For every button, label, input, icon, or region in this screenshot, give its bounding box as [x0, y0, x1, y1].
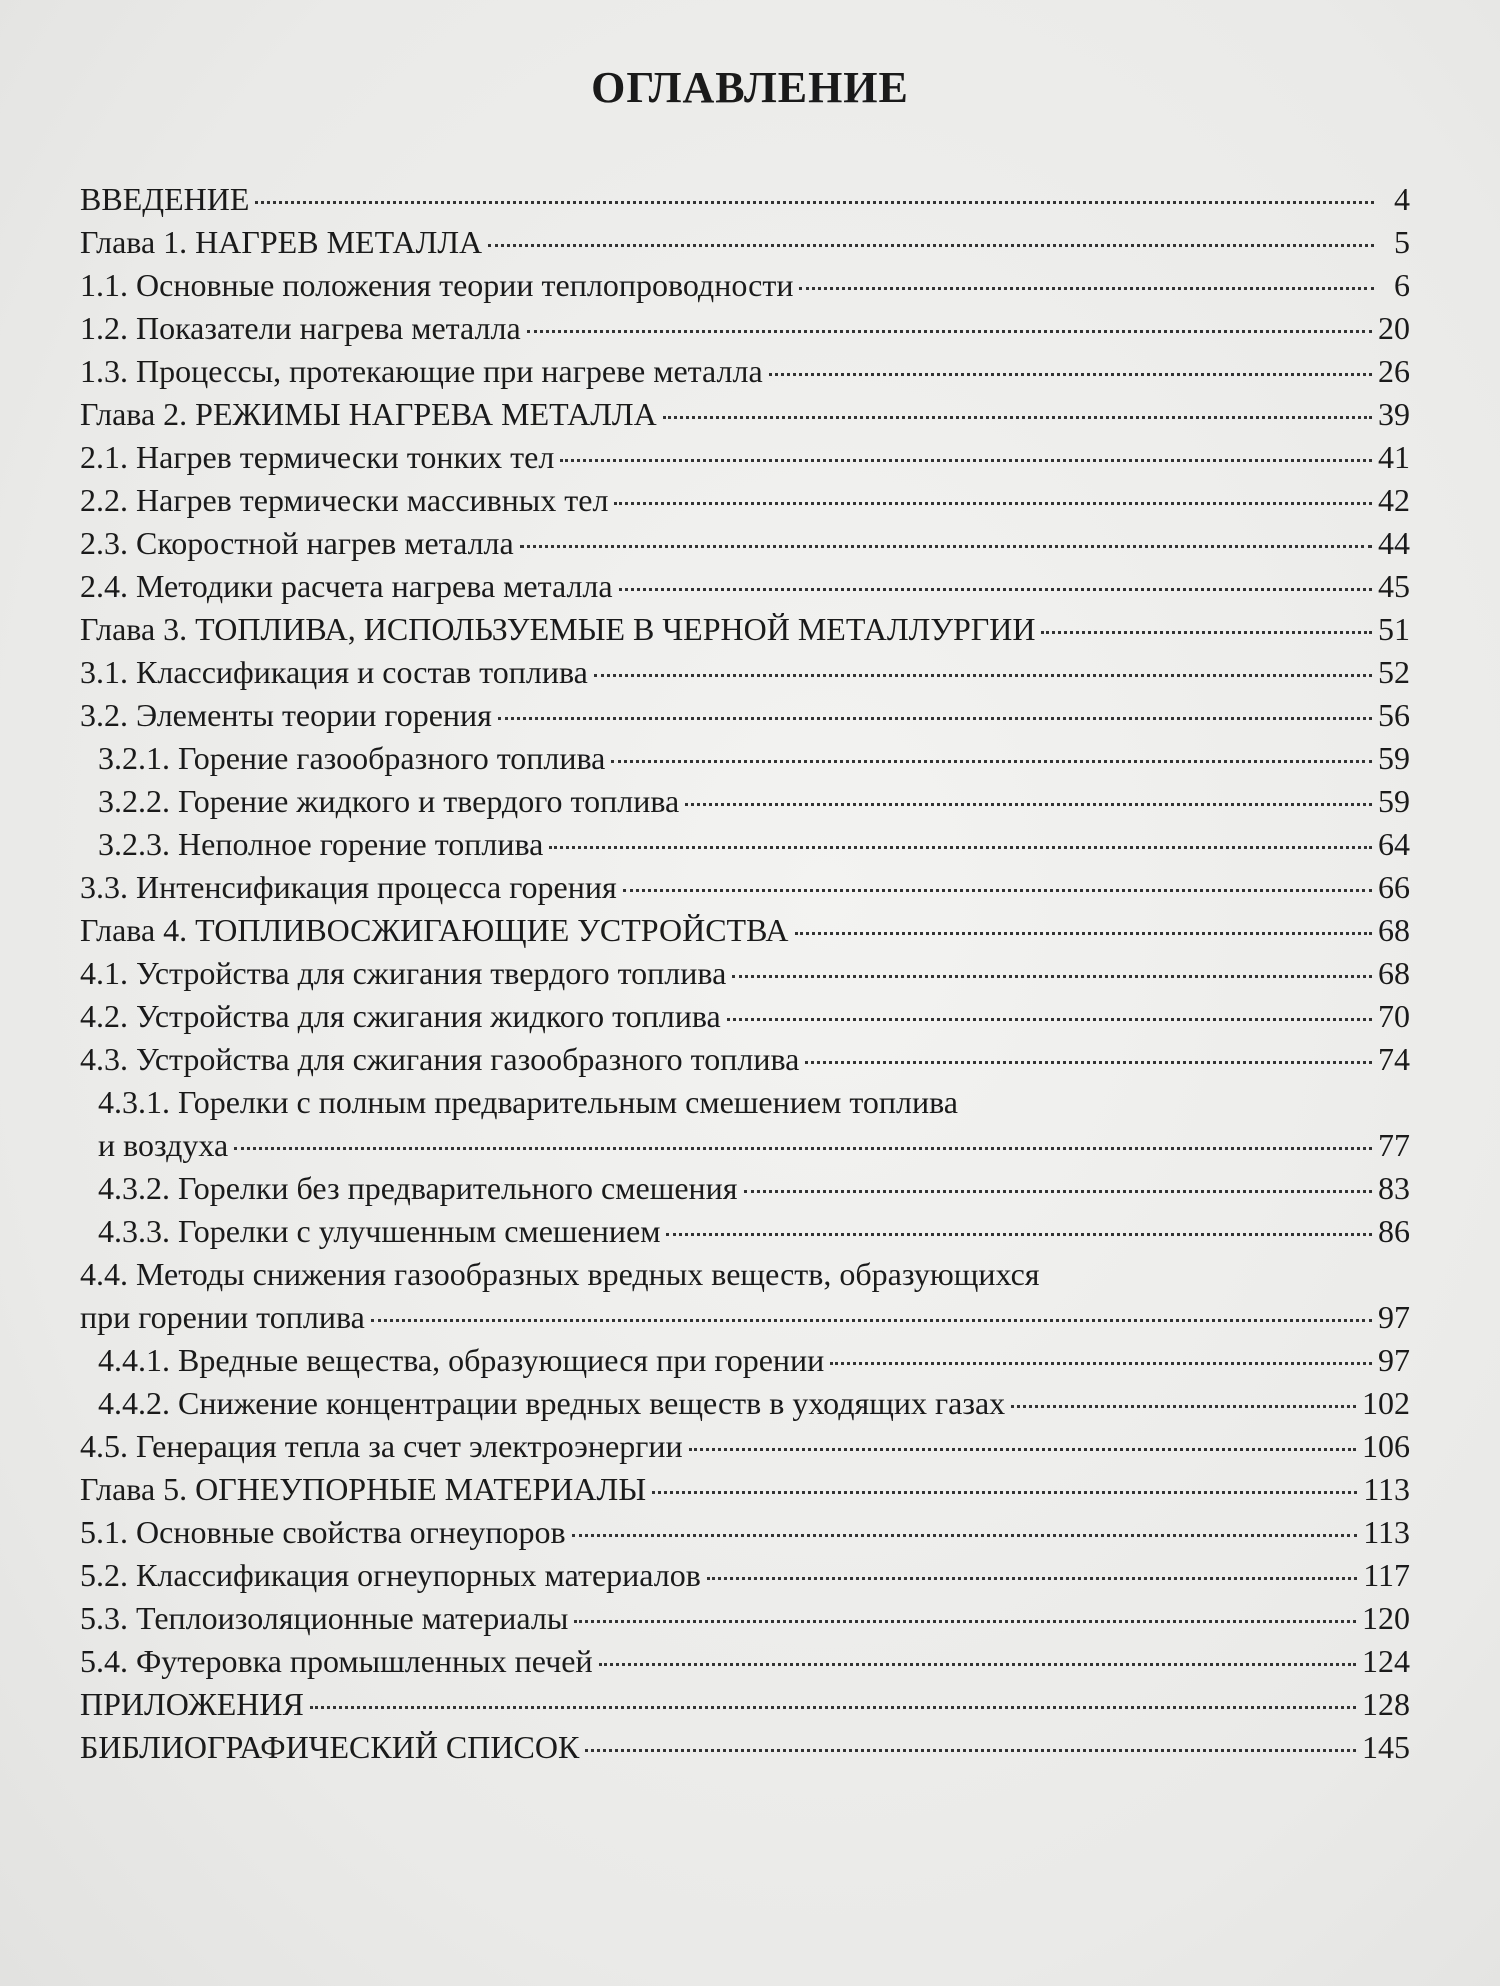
toc-page-number: 145	[1362, 1729, 1410, 1765]
dot-leader	[666, 1233, 1372, 1236]
dot-leader	[371, 1319, 1372, 1322]
toc-entry	[80, 823, 1410, 866]
dot-leader	[623, 889, 1372, 892]
toc-entry-text: Глава 3. ТОПЛИВА, ИСПОЛЬЗУЕМЫЕ В ЧЕРНОЙ МЕТАЛЛУРГИИ	[80, 611, 1036, 647]
toc-entry-text: 2.4. Методики расчета нагрева металла	[80, 568, 613, 604]
toc-entry	[80, 1726, 1410, 1769]
page-title: ОГЛАВЛЕНИЕ	[591, 63, 909, 112]
toc-entry-text: Глава 2. РЕЖИМЫ НАГРЕВА МЕТАЛЛА	[80, 396, 657, 432]
toc-entry-text: 4.3.3. Горелки с улучшенным смешением	[98, 1213, 661, 1249]
toc-entry-text: 4.3.1. Горелки с полным предварительным смешением топлива	[98, 1084, 958, 1120]
toc-page-number: 52	[1378, 654, 1410, 690]
toc-entry-text: 3.2.1. Горение газообразного топлива	[98, 740, 606, 776]
dot-leader	[769, 373, 1372, 376]
toc-entry	[80, 952, 1410, 995]
toc-page-number: 41	[1378, 439, 1410, 475]
toc-entry	[80, 651, 1410, 694]
dot-leader	[599, 1663, 1356, 1666]
toc-entry	[80, 909, 1410, 952]
dot-leader	[594, 674, 1372, 677]
toc-entry-text: Глава 1. НАГРЕВ МЕТАЛЛА	[80, 224, 483, 260]
toc-page-number: 66	[1378, 869, 1410, 905]
toc-page-number: 97	[1378, 1299, 1410, 1335]
dot-leader	[527, 330, 1372, 333]
dot-leader	[795, 932, 1372, 935]
toc-entry	[80, 1597, 1410, 1640]
toc-page-number: 68	[1378, 955, 1410, 991]
toc-entry	[80, 1640, 1410, 1683]
toc-entry	[80, 178, 1410, 221]
table-of-contents	[80, 178, 1410, 1769]
toc-entry	[80, 1210, 1410, 1253]
dot-leader	[255, 201, 1374, 204]
toc-page-number: 51	[1378, 611, 1410, 647]
toc-entry	[80, 1683, 1410, 1726]
toc-entry-text: 3.1. Классификация и состав топлива	[80, 654, 588, 690]
toc-entry-text: Глава 5. ОГНЕУПОРНЫЕ МАТЕРИАЛЫ	[80, 1471, 647, 1507]
toc-entry	[80, 1296, 1410, 1339]
dot-leader	[707, 1577, 1357, 1580]
toc-page-number: 39	[1378, 396, 1410, 432]
toc-entry	[80, 866, 1410, 909]
toc-entry-text: ПРИЛОЖЕНИЯ	[80, 1686, 304, 1722]
toc-entry-text: 5.3. Теплоизоляционные материалы	[80, 1600, 569, 1636]
toc-entry-text: 4.1. Устройства для сжигания твердого топлива	[80, 955, 727, 991]
toc-page-number: 97	[1378, 1342, 1410, 1378]
toc-page-number: 42	[1378, 482, 1410, 518]
dot-leader	[234, 1147, 1372, 1150]
toc-page-number: 106	[1362, 1428, 1410, 1464]
dot-leader	[732, 975, 1372, 978]
toc-entry	[80, 1425, 1410, 1468]
dot-leader	[488, 244, 1374, 247]
toc-entry	[80, 393, 1410, 436]
dot-leader	[549, 846, 1372, 849]
toc-entry-text: 5.1. Основные свойства огнеупоров	[80, 1514, 566, 1550]
toc-entry	[80, 1468, 1410, 1511]
toc-page-number: 5	[1394, 224, 1410, 260]
toc-entry	[80, 1124, 1410, 1167]
toc-page-number: 44	[1378, 525, 1410, 561]
toc-entry	[80, 436, 1410, 479]
toc-page-number: 20	[1378, 310, 1410, 346]
dot-leader	[560, 459, 1372, 462]
toc-entry	[80, 1167, 1410, 1210]
toc-page-number: 74	[1378, 1041, 1410, 1077]
toc-entry-text: 4.4. Методы снижения газообразных вредных веществ, образующихся	[80, 1256, 1040, 1292]
dot-leader	[619, 588, 1372, 591]
dot-leader	[1041, 631, 1372, 634]
toc-page-number: 26	[1378, 353, 1410, 389]
toc-entry-text: 3.3. Интенсификация процесса горения	[80, 869, 617, 905]
toc-entry-text: 5.4. Футеровка промышленных печей	[80, 1643, 593, 1679]
toc-entry	[80, 479, 1410, 522]
toc-page-number: 120	[1362, 1600, 1410, 1636]
toc-page-number: 113	[1363, 1514, 1410, 1550]
dot-leader	[652, 1491, 1357, 1494]
dot-leader	[585, 1749, 1356, 1752]
toc-entry	[80, 1554, 1410, 1597]
toc-entry	[80, 1511, 1410, 1554]
toc-entry-text: 4.2. Устройства для сжигания жидкого топлива	[80, 998, 721, 1034]
toc-page-number: 4	[1394, 181, 1410, 217]
toc-page-number: 64	[1378, 826, 1410, 862]
toc-entry-text: и воздуха	[98, 1127, 229, 1163]
dot-leader	[805, 1061, 1372, 1064]
toc-entry	[80, 565, 1410, 608]
toc-entry-text: 3.2. Элементы теории горения	[80, 697, 492, 733]
toc-entry	[80, 350, 1410, 393]
dot-leader	[572, 1534, 1358, 1537]
dot-leader	[727, 1018, 1372, 1021]
toc-entry-text: 4.4.1. Вредные вещества, образующиеся при горении	[98, 1342, 825, 1378]
toc-page-number: 45	[1378, 568, 1410, 604]
toc-entry-text: при горении топлива	[80, 1299, 365, 1335]
toc-page-number: 70	[1378, 998, 1410, 1034]
toc-entry-text: 2.3. Скоростной нагрев металла	[80, 525, 514, 561]
dot-leader	[685, 803, 1372, 806]
dot-leader	[520, 545, 1372, 548]
toc-entry	[80, 995, 1410, 1038]
toc-entry	[80, 780, 1410, 823]
toc-entry-text: 5.2. Классификация огнеупорных материалов	[80, 1557, 701, 1593]
toc-entry	[80, 608, 1410, 651]
dot-leader	[310, 1706, 1356, 1709]
toc-entry	[80, 1038, 1410, 1081]
toc-page-number: 102	[1362, 1385, 1410, 1421]
toc-entry	[80, 221, 1410, 264]
toc-page-number: 77	[1378, 1127, 1410, 1163]
toc-entry-text: 1.3. Процессы, протекающие при нагреве металла	[80, 353, 763, 389]
toc-page-number: 56	[1378, 697, 1410, 733]
toc-entry-text: 1.1. Основные положения теории теплопроводности	[80, 267, 794, 303]
toc-page-number: 124	[1362, 1643, 1410, 1679]
toc-entry-text: 2.1. Нагрев термически тонких тел	[80, 439, 555, 475]
toc-entry-text: 3.2.2. Горение жидкого и твердого топлива	[98, 783, 680, 819]
toc-entry-text: 4.5. Генерация тепла за счет электроэнергии	[80, 1428, 683, 1464]
toc-entry-text: 4.3.2. Горелки без предварительного смешения	[98, 1170, 738, 1206]
toc-page-number: 128	[1362, 1686, 1410, 1722]
toc-entry	[80, 522, 1410, 565]
toc-page-number: 113	[1363, 1471, 1410, 1507]
dot-leader	[799, 287, 1374, 290]
toc-page-number: 59	[1378, 783, 1410, 819]
toc-entry	[80, 264, 1410, 307]
toc-entry-text: 4.4.2. Снижение концентрации вредных веществ в уходящих газах	[98, 1385, 1006, 1421]
toc-page-number: 59	[1378, 740, 1410, 776]
toc-entry-text: ВВЕДЕНИЕ	[80, 181, 250, 217]
toc-entry-text: 4.3. Устройства для сжигания газообразного топлива	[80, 1041, 800, 1077]
toc-entry-text: 2.2. Нагрев термически массивных тел	[80, 482, 609, 518]
dot-leader	[689, 1448, 1356, 1451]
toc-entry	[80, 307, 1410, 350]
toc-entry-text: Глава 4. ТОПЛИВОСЖИГАЮЩИЕ УСТРОЙСТВА	[80, 912, 789, 948]
dot-leader	[1011, 1405, 1356, 1408]
toc-entry-text: 3.2.3. Неполное горение топлива	[98, 826, 544, 862]
toc-page-number: 86	[1378, 1213, 1410, 1249]
toc-entry-text: БИБЛИОГРАФИЧЕСКИЙ СПИСОК	[80, 1729, 580, 1765]
toc-entry	[80, 737, 1410, 780]
toc-entry-text: 1.2. Показатели нагрева металла	[80, 310, 521, 346]
dot-leader	[830, 1362, 1372, 1365]
toc-entry	[80, 1382, 1410, 1425]
dot-leader	[744, 1190, 1373, 1193]
toc-entry	[80, 694, 1410, 737]
dot-leader	[498, 717, 1372, 720]
dot-leader	[614, 502, 1372, 505]
toc-page-number: 68	[1378, 912, 1410, 948]
toc-entry	[80, 1339, 1410, 1382]
toc-page-number: 83	[1378, 1170, 1410, 1206]
dot-leader	[663, 416, 1372, 419]
dot-leader	[574, 1620, 1356, 1623]
toc-page-number: 117	[1363, 1557, 1410, 1593]
toc-page-number: 6	[1394, 267, 1410, 303]
dot-leader	[611, 760, 1372, 763]
